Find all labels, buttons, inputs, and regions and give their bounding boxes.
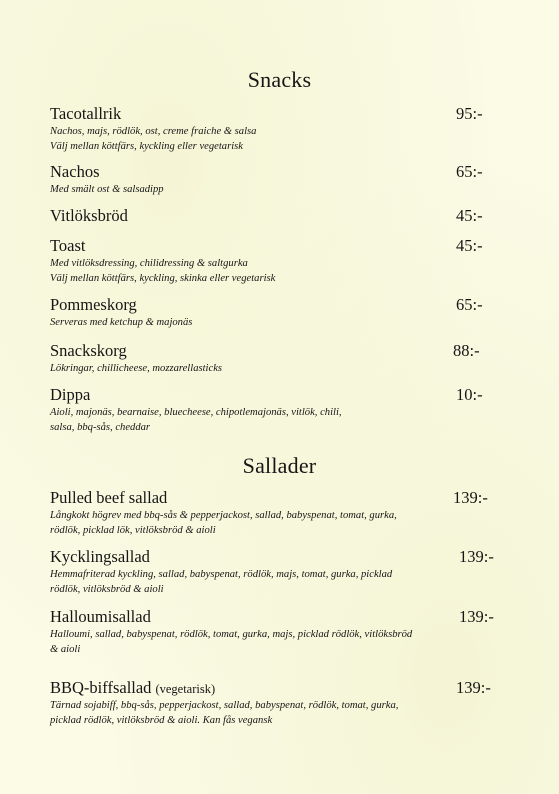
- item-name: Pommeskorg: [50, 295, 137, 314]
- menu-item-kycklingsallad: [50, 547, 494, 597]
- item-name: Snackskorg: [50, 341, 127, 360]
- item-price: 10:-: [456, 385, 483, 404]
- item-description: rödlök, vitlöksbröd & aioli: [50, 584, 164, 595]
- item-description: rödlök, picklad lök, vitlöksbröd & aioli: [50, 525, 216, 536]
- menu-item-toast: [50, 236, 490, 286]
- item-description: Med vitlöksdressing, chilidressing & saltgurka: [50, 258, 248, 269]
- item-tag: (vegetarisk): [155, 682, 216, 696]
- item-description: Långkokt högrev med bbq-sås & pepperjackost, sallad, babyspenat, tomat, gurka,: [50, 510, 397, 521]
- item-name: Tacotallrik: [50, 104, 122, 123]
- item-name: Vitlöksbröd: [50, 206, 128, 225]
- item-description: Lökringar, chillicheese, mozzarellasticks: [50, 363, 223, 374]
- item-price: 45:-: [456, 206, 483, 225]
- menu-item-pommeskorg: [50, 295, 490, 330]
- item-description: & aioli: [50, 644, 81, 655]
- item-price: 139:-: [459, 607, 494, 626]
- item-description: salsa, bbq-sås, cheddar: [50, 422, 151, 433]
- item-description: Välj mellan köttfärs, kyckling eller vegetarisk: [50, 141, 243, 152]
- item-price: 139:-: [456, 678, 491, 697]
- menu-item-tacotallrik: [50, 104, 490, 154]
- item-price: 45:-: [456, 236, 483, 255]
- menu-item-bbq-biffsallad: [50, 678, 490, 728]
- sallader-title: Sallader: [242, 453, 317, 478]
- item-description: picklad rödlök, vitlöksbröd & aioli. Kan fås vegansk: [50, 715, 273, 726]
- item-price: 65:-: [456, 295, 483, 314]
- item-price: 88:-: [453, 341, 480, 360]
- item-description: Aioli, majonäs, bearnaise, bluecheese, chipotlemajonäs, vitlök, chili,: [50, 407, 342, 418]
- menu-item-pulled-beef-sallad: [50, 488, 490, 538]
- item-name: Nachos: [50, 162, 100, 181]
- menu-item-dippa: [50, 385, 490, 435]
- menu-item-vitloksbrod: [50, 206, 490, 226]
- item-description: Nachos, majs, rödlök, ost, creme fraiche & salsa: [50, 126, 257, 137]
- item-price: 139:-: [453, 488, 488, 507]
- item-description: Tärnad sojabiff, bbq-sås, pepperjackost, sallad, babyspenat, rödlök, tomat, gurka,: [50, 700, 399, 711]
- menu-item-halloumisallad: [50, 607, 494, 657]
- menu-item-nachos: [50, 162, 490, 197]
- item-name: Toast: [50, 236, 86, 255]
- item-price: 139:-: [459, 547, 494, 566]
- item-description: Med smält ost & salsadipp: [50, 184, 164, 195]
- menu-item-snackskorg: [50, 341, 490, 376]
- item-name: Pulled beef sallad: [50, 488, 168, 507]
- item-name-text: BBQ-biffsallad: [50, 678, 152, 697]
- item-price: 65:-: [456, 162, 483, 181]
- item-name: [50, 678, 215, 699]
- item-description: Halloumi, sallad, babyspenat, rödlök, tomat, gurka, majs, picklad rödlök, vitlöksbröd: [50, 629, 413, 640]
- item-description: Serveras med ketchup & majonäs: [50, 317, 193, 328]
- item-description: Välj mellan köttfärs, kyckling, skinka eller vegetarisk: [50, 273, 276, 284]
- item-name: Halloumisallad: [50, 607, 151, 626]
- item-name: Dippa: [50, 385, 91, 404]
- item-price: 95:-: [456, 104, 483, 123]
- item-description: Hemmafriterad kyckling, sallad, babyspenat, rödlök, majs, tomat, gurka, picklad: [50, 569, 393, 580]
- item-name: Kycklingsallad: [50, 547, 150, 566]
- snacks-title: Snacks: [247, 67, 312, 92]
